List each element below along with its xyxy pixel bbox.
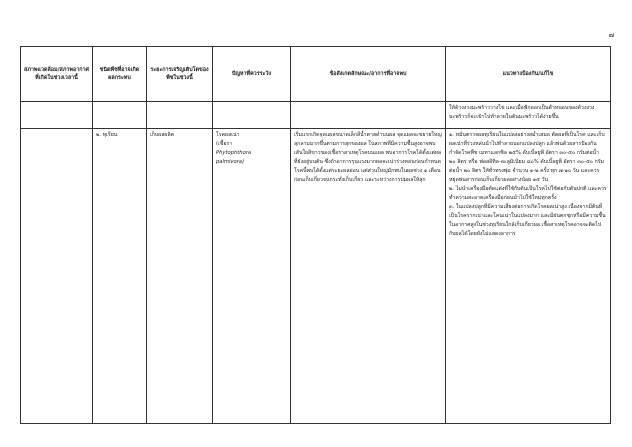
pathogen-genus: Phytophthora [216,150,252,156]
header-problem: ปัญหาที่ควรระวัง [213,47,291,102]
cell-problem [213,129,291,424]
header-plant-type: ชนิดพืชที่อาจเกิดผลกระทบ [93,47,147,102]
pathogen-label: (เชื้อรา [216,141,233,147]
page-number: ๗ [608,31,614,39]
cell-empty [147,102,213,129]
pathogen-species: palmivora) [216,159,244,165]
cell-environment [21,129,93,424]
cell-empty [291,102,446,129]
cell-empty [93,102,147,129]
cell-stage: เก็บผลผลิต [147,129,213,424]
header-growth-stage: ระยะการเจริญเติบโตของพืชในช่วงนี้ [147,47,213,102]
solution-item-2: ๒. ไม่นำเครื่องมือตัดแต่งที่ใช้กับต้นเป็นโรคไปใช้ต่อกับต้นปกติ และควรทำความสะอาดเครื่องมือก่อนนำไปใช้ใหม่ทุกครั้ง [449,186,607,201]
cell-empty [21,102,93,129]
crop-advisory-table [20,46,611,424]
table-row-continued [21,102,611,129]
cell-empty [213,102,291,129]
solution-item-1: ๑. หมั่นตรวจผลทุเรียนในแปลงอย่างสม่ำเสมอ ตัดผลที่เป็นโรค และเก็บผลเน่าที่ร่วงหล่นนำไปทำลายนอกแปลงปลูก แล้วพ่นด้วยสารป้องกันกำจัดโรคพืช เมทาแลกซิล ๒๕% ดับเบิ้ลยูพี อัตรา ๓๐-๕๐ กรัมต่อน้ำ ๒๐ ลิตร หรือ ฟอสอีทิล-อะลูมิเนียม ๘๐% ดับเบิ้ลยูพี อัตรา ๓๐-๕๐ กรัมต่อน้ำ ๒๐ ลิตร ให้ทั่วทรงพุ่ม จำนวน ๑-๒ ครั้ง ทุก ๗-๑๐ วัน และควรหยุดพ่นสารก่อนเก็บเกี่ยวผลอย่างน้อย ๑๕ วัน [449,132,605,183]
problem-name: โรคผลเน่า [216,132,240,138]
cell-plant: ๒. ทุเรียน [93,129,147,424]
solution-item-3: ๓. ในแปลงปลูกที่มีความเสี่ยงต่อการเกิดโรคผลเน่าสูง เนื่องจากมีต้นที่เป็นโรครากเน่าและโคนเน่าในแปลงมาก และมีฝนตกชุกหรือมีความชื้นในอากาศสูงในช่วงทุเรียนใกล้เก็บเกี่ยวผล เชื้อสาเหตุโรคอาจจะติดไปกับผลได้โดยยังไม่แสดงอาการ [449,204,606,237]
header-environment: สภาพแวดล้อม/สภาพอากาศที่เกิดในช่วงเวลานี้ [21,47,93,102]
table-row-durian [21,129,611,424]
cell-solution-continued: ให้ด้วงงวงมะพร้าววางไข่ และเมื่อฟักออกเป็นตัวหนอนของด้วงงวงมะพร้าวก็จะเข้าไปทำลายในต้นมะพร้าวได้ง่ายขึ้น [446,102,611,129]
header-solution: แนวทางป้องกัน/แก้ไข [446,47,611,102]
cell-solution [446,129,611,424]
header-symptoms: ข้อสังเกตลักษณะ/อาการที่อาจพบ [291,47,446,102]
cell-symptoms: เริ่มแรกเกิดจุดแผลขนาดเล็กสีน้ำตาลดำบนผล จุดแผลจะขยายใหญ่ลุกลามมากขึ้นตามการสุกของผล ในสภาพที่มีความชื้นสูงอาจพบเส้นใยสีขาวของเชื้อราสาเหตุโรคบนแผล พบอาการโรคได้ตั้งแต่ผลที่ยังอยู่บนต้น ซึ่งถ้าอาการรุนแรงมากผลจะเน่าร่วงหล่นก่อนกำหนด โรคนี้พบได้ตั้งแต่ระยะผลอ่อน แต่ส่วนใหญ่มักพบในผลช่วง ๑ เดือนก่อนเก็บเกี่ยวจนกระทั่งเก็บเกี่ยว และระหว่างการบ่มผลให้สุก [291,129,446,424]
table-header-row [21,47,611,102]
